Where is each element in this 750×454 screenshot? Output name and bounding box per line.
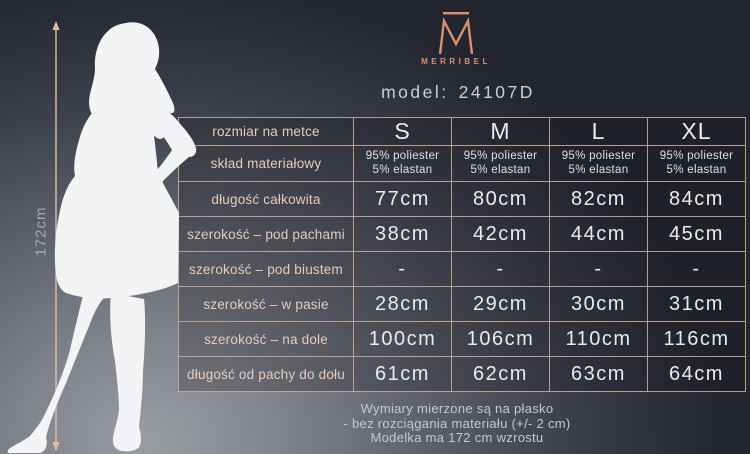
model-line <box>308 82 608 103</box>
measurement-cell: - <box>647 251 745 286</box>
measurement-cell: 28cm <box>353 286 451 321</box>
note-line: Modelka ma 172 cm wzrostu <box>370 430 544 445</box>
composition-cell: 95% poliester 5% elastan <box>647 145 745 181</box>
brand-name: MERRIBEL <box>421 57 491 66</box>
measurement-cell: 62cm <box>451 356 549 391</box>
measurement-cell: 77cm <box>353 181 451 216</box>
note-line: Wymiary mierzone są na płasko <box>360 401 554 416</box>
measurement-cell: 64cm <box>647 356 745 391</box>
model-label: model: <box>381 82 449 102</box>
measurement-cell: 38cm <box>353 216 451 251</box>
model-number: 24107D <box>458 82 535 102</box>
column-header-xl: XL <box>647 118 745 145</box>
merribel-logo-icon <box>430 10 482 58</box>
measurement-cell: 116cm <box>647 321 745 356</box>
row-header-composition: skład materiałowy <box>179 145 353 181</box>
note-line: - bez rozciągania materiału (+/- 2 cm) <box>343 415 571 431</box>
measurement-cell: 44cm <box>549 216 647 251</box>
measurement-cell: 31cm <box>647 286 745 321</box>
row-header-total-length: długość całkowita <box>179 181 353 216</box>
row-header-underbust-width: szerokość – pod biustem <box>179 251 353 286</box>
composition-cell: 95% poliester 5% elastan <box>451 145 549 181</box>
measurement-cell: 100cm <box>353 321 451 356</box>
measurement-cell: 82cm <box>549 181 647 216</box>
column-header-l: L <box>549 118 647 145</box>
measurement-cell: 84cm <box>647 181 745 216</box>
measurement-cell: 45cm <box>647 216 745 251</box>
measurement-cell: - <box>353 251 451 286</box>
measurement-cell: 61cm <box>353 356 451 391</box>
measurement-cell: 29cm <box>451 286 549 321</box>
composition-cell: 95% poliester 5% elastan <box>549 145 647 181</box>
measurement-cell: 106cm <box>451 321 549 356</box>
row-header-underarm-width: szerokość – pod pachami <box>179 216 353 251</box>
measurement-cell: 42cm <box>451 216 549 251</box>
measurement-cell: 30cm <box>549 286 647 321</box>
measurement-cell: 63cm <box>549 356 647 391</box>
row-header-size: rozmiar na metce <box>212 124 320 139</box>
row-header-bottom-width: szerokość – na dole <box>179 321 353 356</box>
column-header-s: S <box>353 118 451 145</box>
row-header-armpit-to-bottom: długość od pachy do dołu <box>179 356 353 391</box>
measurement-cell: - <box>549 251 647 286</box>
size-table <box>178 117 746 392</box>
row-header-waist-width: szerokość – w pasie <box>179 286 353 321</box>
height-label: 172cm <box>32 206 50 257</box>
measurement-cell: - <box>451 251 549 286</box>
column-header-m: M <box>451 118 549 145</box>
measurement-cell: 80cm <box>451 181 549 216</box>
height-measure-arrow-icon <box>52 21 59 451</box>
measurement-cell: 110cm <box>549 321 647 356</box>
measurement-notes <box>300 402 614 446</box>
composition-cell: 95% poliester 5% elastan <box>353 145 451 181</box>
